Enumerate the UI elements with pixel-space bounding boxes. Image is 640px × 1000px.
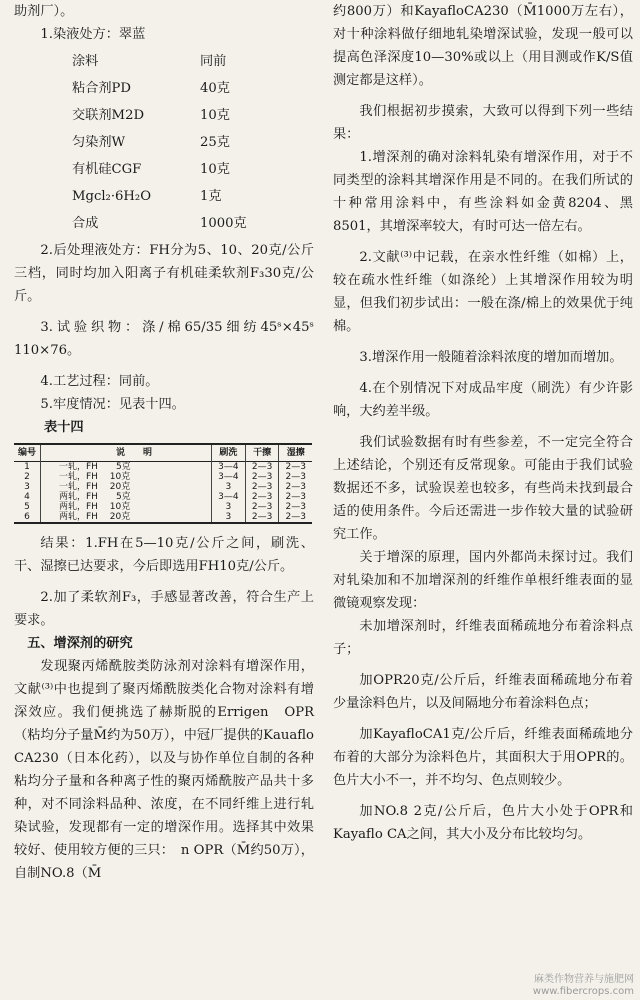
col-header-wet: 湿擦 (279, 444, 312, 462)
paragraph: 关于增深的原理，国内外都尚未探讨过。我们对轧染加和不加增深剂的纤维作单根纤维表面的显微镜观察发现： (333, 550, 633, 611)
recipe-name: 有机硅CGF (72, 162, 142, 177)
finding-3: 3.增深作用一般随着涂料浓度的增加而增加。 (359, 350, 623, 365)
recipe-list (72, 48, 314, 237)
cell-brush: 3—4 (212, 492, 246, 502)
recipe-row (72, 48, 314, 75)
item-post-treatment: 2.后处理液处方：FH分为5、10、20克/公斤三档，同时均加入阳离子有机硅柔软剂F₃30克/公斤。 (14, 243, 314, 304)
paragraph-continued: 助剂厂）。 (14, 4, 74, 19)
recipe-row (72, 102, 314, 129)
recipe-qty: 10克 (200, 108, 230, 123)
col-header-brush: 刷洗 (212, 444, 246, 462)
cell-dry: 2—3 (245, 472, 279, 482)
table-row (14, 492, 312, 502)
section-paragraph: 发现聚丙烯酰胺类防泳剂对涂料有增深作用，文献⁽³⁾中也提到了聚丙烯酰胺类化合物对涂料有增深效应。我们便挑选了赫斯脱的Errigen OPR（粘均分子量M̄约为50万），中冠厂提供的Kauaflo CA230（日本化药），以及与协作单位自制的各种粘均分子量和各种离子性的聚丙烯酰胺产品共十多种，对不同涂料品种、浓度，在不同纤维上进行轧染试验，发现都有一定的增深作用。选择其中效果较好、使用较方便的三只： n OPR（M̄约50万），自制NO.8（M̄ (14, 659, 314, 881)
section-heading: 五、增深剂的研究 (27, 636, 133, 651)
cell-no: 6 (24, 512, 30, 522)
recipe-name: Mgcl₂·6H₂O (72, 189, 152, 204)
paragraph: 我们根据初步摸索，大致可以得到下列一些结果： (333, 104, 633, 142)
recipe-row (72, 129, 314, 156)
cell-desc: 两轧，FH 20克 (41, 512, 212, 523)
recipe-name: 匀染剂W (72, 135, 126, 150)
recipe-qty: 10克 (200, 162, 230, 177)
table-row (14, 472, 312, 482)
recipe-name: 粘合剂PD (72, 81, 132, 96)
cell-wet: 2—3 (279, 462, 312, 473)
recipe-row (72, 210, 314, 237)
cell-no: 4 (24, 492, 30, 502)
table-header-row (14, 444, 312, 462)
table-row (14, 502, 312, 512)
cell-no: 2 (24, 472, 30, 482)
table-row (14, 512, 312, 523)
observation: 加KayafloCA1克/公斤后，纤维表面稀疏地分布着的大部分为涂料色片，其面积大于用OPR的。色片大小不一，并不均匀、色点则较少。 (333, 727, 633, 788)
table-row (14, 462, 312, 473)
cell-brush: 3 (212, 502, 246, 512)
recipe-qty: 25克 (200, 135, 230, 150)
finding-1: 1.增深剂的确对涂料轧染有增深作用，对于不同类型的涂料其增深作用是不同的。在我们所试的十种常用涂料中，有些涂料如金黄8204、黑8501，其增深率较大，有时可达一倍左右。 (333, 150, 633, 234)
item-fastness: 5.牢度情况：见表十四。 (40, 397, 185, 412)
cell-wet: 2—3 (279, 492, 312, 502)
observation: 加OPR20克/公斤后，纤维表面稀疏地分布着少量涂料色片，以及间隔地分布着涂料色点； (333, 673, 633, 711)
cell-no: 5 (24, 502, 30, 512)
table-row (14, 482, 312, 492)
recipe-name: 涂料 (72, 54, 99, 69)
item-dye-recipe: 1.染液处方：翠蓝 (40, 27, 146, 42)
cell-brush: 3—4 (212, 462, 246, 473)
cell-brush: 3 (212, 512, 246, 523)
paragraph: 我们试验数据有时有些参差，不一定完全符合上述结论，个别还有反常现象。可能由于我们试验数据还不多，试验误差也较多，有些尚未找到最合适的使用条件。今后还需进一步作较大量的试验研究工作。 (333, 435, 633, 542)
cell-desc: 两轧，FH 10克 (41, 502, 212, 512)
cell-desc: 一轧，FH 20克 (41, 482, 212, 492)
left-column (14, 0, 314, 885)
result-1: 结果：1.FH在5—10克/公斤之间，刷洗、干、湿擦已达要求，今后即选用FH10克/公斤。 (14, 536, 314, 574)
finding-2: 2.文献⁽³⁾中记载，在亲水性纤维（如棉）上，较在疏水性纤维（如涤纶）上其增深作用较为明显，但我们初步试出：一般在涤/棉上的效果优于纯棉。 (333, 250, 633, 334)
col-header-dry: 干擦 (245, 444, 279, 462)
cell-wet: 2—3 (279, 482, 312, 492)
cell-brush: 3 (212, 482, 246, 492)
finding-4: 4.在个别情况下对成品牢度（刷洗）有少许影响，大约差半级。 (333, 381, 633, 419)
cell-wet: 2—3 (279, 472, 312, 482)
cell-dry: 2—3 (245, 502, 279, 512)
cell-no: 3 (24, 482, 30, 492)
recipe-row (72, 183, 314, 210)
result-2: 2.加了柔软剂F₃，手感显著改善，符合生产上要求。 (14, 590, 314, 628)
cell-dry: 2—3 (245, 492, 279, 502)
recipe-qty: 40克 (200, 81, 230, 96)
recipe-qty: 1克 (200, 189, 222, 204)
cell-dry: 2—3 (245, 482, 279, 492)
fastness-table (14, 443, 312, 524)
watermark-line1: 麻类作物营养与施肥网 (534, 974, 634, 985)
item-process: 4.工艺过程：同前。 (40, 374, 159, 389)
cell-desc: 一轧，FH 10克 (41, 472, 212, 482)
col-header-desc: 说 明 (41, 444, 212, 462)
recipe-name: 合成 (72, 216, 99, 231)
col-header-no: 编号 (17, 448, 36, 458)
cell-dry: 2—3 (245, 462, 279, 473)
table-title: 表十四 (44, 420, 84, 435)
recipe-qty: 1000克 (200, 216, 247, 231)
recipe-row (72, 156, 314, 183)
watermark (533, 974, 634, 998)
cell-wet: 2—3 (279, 512, 312, 523)
observation: 未加增深剂时，纤维表面稀疏地分布着涂料点子； (333, 619, 633, 657)
cell-desc: 一轧，FH 5克 (41, 462, 212, 473)
paragraph-continued: 约800万）和KayafloCA230（M̄1000万左右），对十种涂料做仔细地轧染增深试验，发现一般可以提高色泽深度10—30%或以上（用目测或作K/S值测定都是这样）。 (333, 4, 633, 88)
cell-dry: 2—3 (245, 512, 279, 523)
observation: 加NO.8 2克/公斤后，色片大小处于OPR和Kayaflo CA之间，其大小及分布比较均匀。 (333, 804, 633, 842)
right-column (333, 0, 633, 846)
cell-brush: 3—4 (212, 472, 246, 482)
cell-desc: 两轧，FH 5克 (41, 492, 212, 502)
recipe-name: 交联剂M2D (72, 108, 145, 123)
watermark-line2: www.fibercrops.com (532, 986, 634, 997)
recipe-row (72, 75, 314, 102)
item-fabric: 3.试验织物：涤/棉65/35细纺45ˢ×45ˢ 110×76。 (14, 320, 314, 358)
cell-wet: 2—3 (279, 502, 312, 512)
cell-no: 1 (24, 462, 30, 472)
recipe-qty: 同前 (200, 54, 227, 69)
